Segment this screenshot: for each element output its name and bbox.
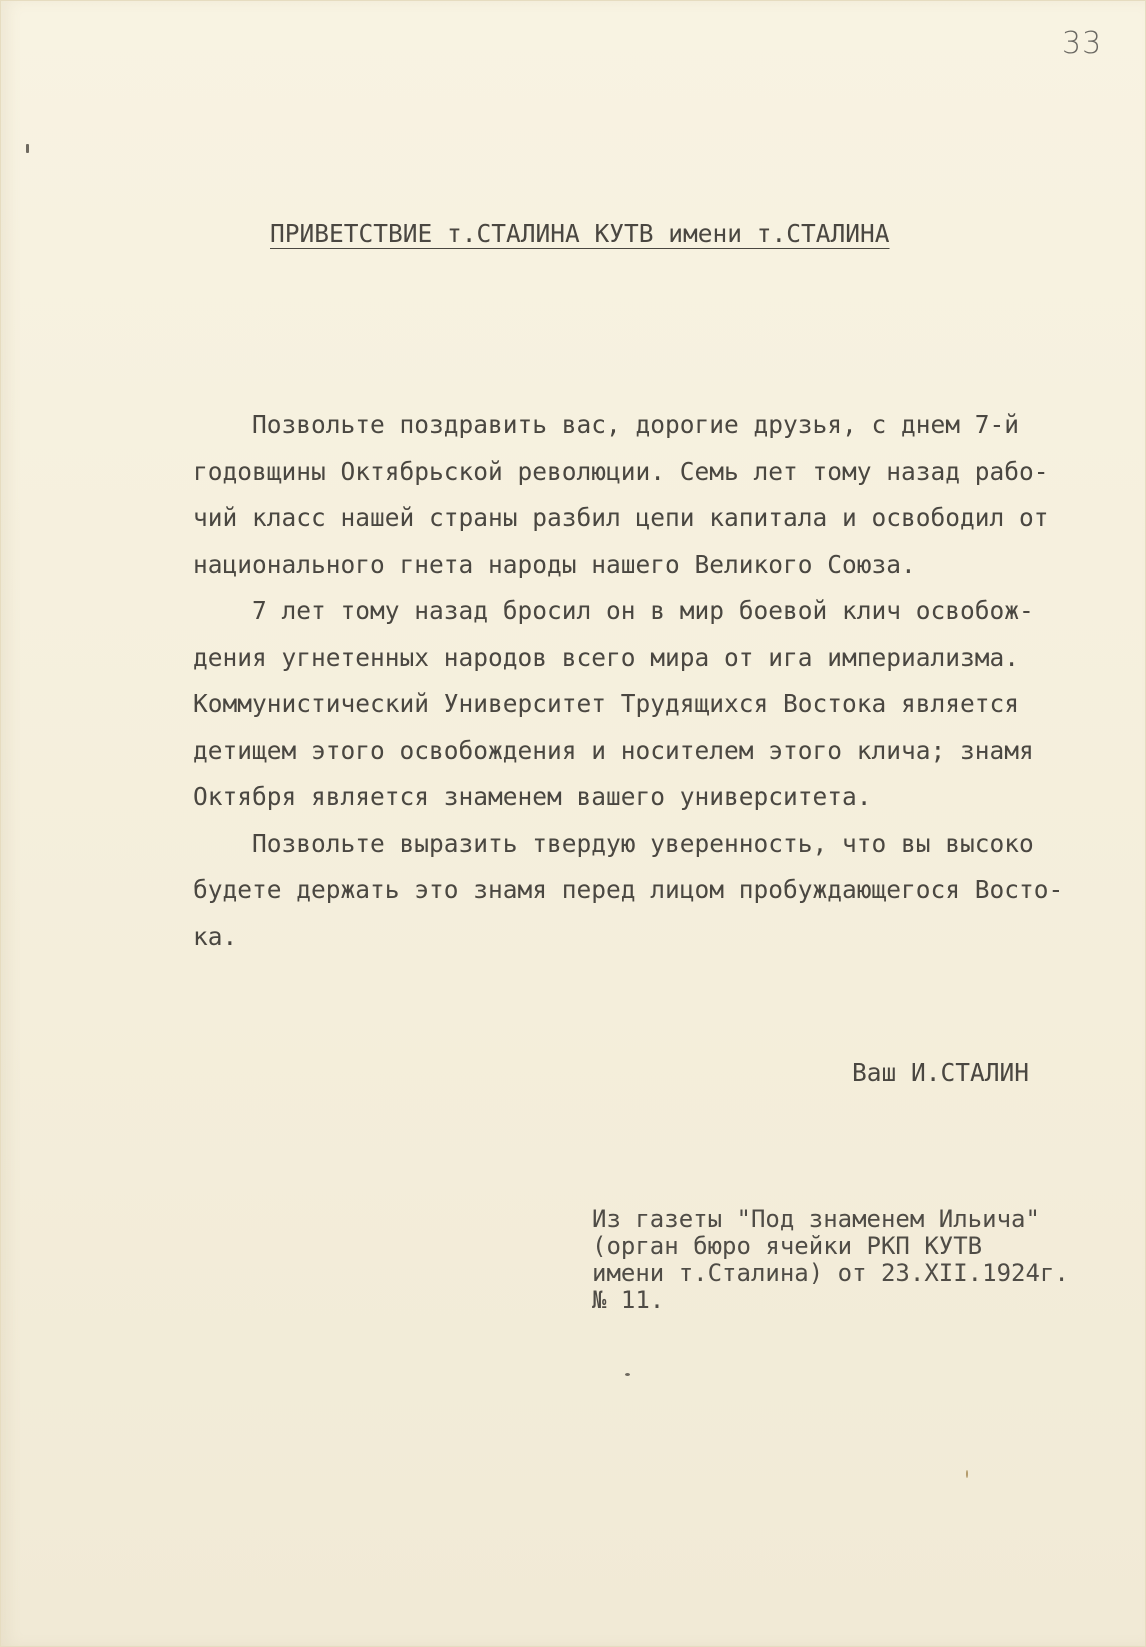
letter-body xyxy=(193,402,1103,960)
body-line: годовщины Октябрьской революции. Семь лет тому назад рабо- xyxy=(193,456,1049,486)
body-line: Позвольте поздравить вас, дорогие друзья, с днем 7-й xyxy=(193,410,1020,439)
source-line: (орган бюро ячейки РКП КУТВ xyxy=(592,1232,983,1260)
body-line: 7 лет тому назад бросил он в мир боевой клич освобож- xyxy=(193,596,1034,625)
body-line: Позвольте выразить твердую уверенность, что вы высоко xyxy=(193,828,1034,858)
paper-mark xyxy=(966,1470,968,1478)
source-note xyxy=(592,1206,1069,1314)
source-line: имени т.Сталина) от 23.XII.1924г. xyxy=(592,1259,1069,1287)
body-line: дения угнетенных народов всего мира от ига империализма. xyxy=(193,642,1020,672)
paper-mark xyxy=(625,1373,630,1376)
body-line: национального гнета народы нашего Великого Союза. xyxy=(193,549,916,579)
body-line: Октября является знаменем вашего университета. xyxy=(193,782,872,811)
body-line: ка. xyxy=(193,921,238,951)
page-number: 33 xyxy=(1062,26,1103,61)
source-line: № 11. xyxy=(592,1286,665,1314)
source-line: Из газеты "Под знаменем Ильича" xyxy=(592,1205,1040,1233)
body-line: чий класс нашей страны разбил цепи капитала и освободил от xyxy=(193,503,1049,532)
body-line: детищем этого освобождения и носителем этого клича; знамя xyxy=(193,735,1034,765)
signature: Ваш И.СТАЛИН xyxy=(852,1058,1030,1087)
body-line: будете держать это знамя перед лицом пробуждающегося Восто- xyxy=(193,875,1064,904)
body-line: Коммунистический Университет Трудящихся Востока является xyxy=(193,689,1020,718)
document-title: ПРИВЕТСТВИЕ т.СТАЛИНА КУТВ имени т.СТАЛИНА xyxy=(270,219,890,248)
paper-mark xyxy=(26,144,29,153)
